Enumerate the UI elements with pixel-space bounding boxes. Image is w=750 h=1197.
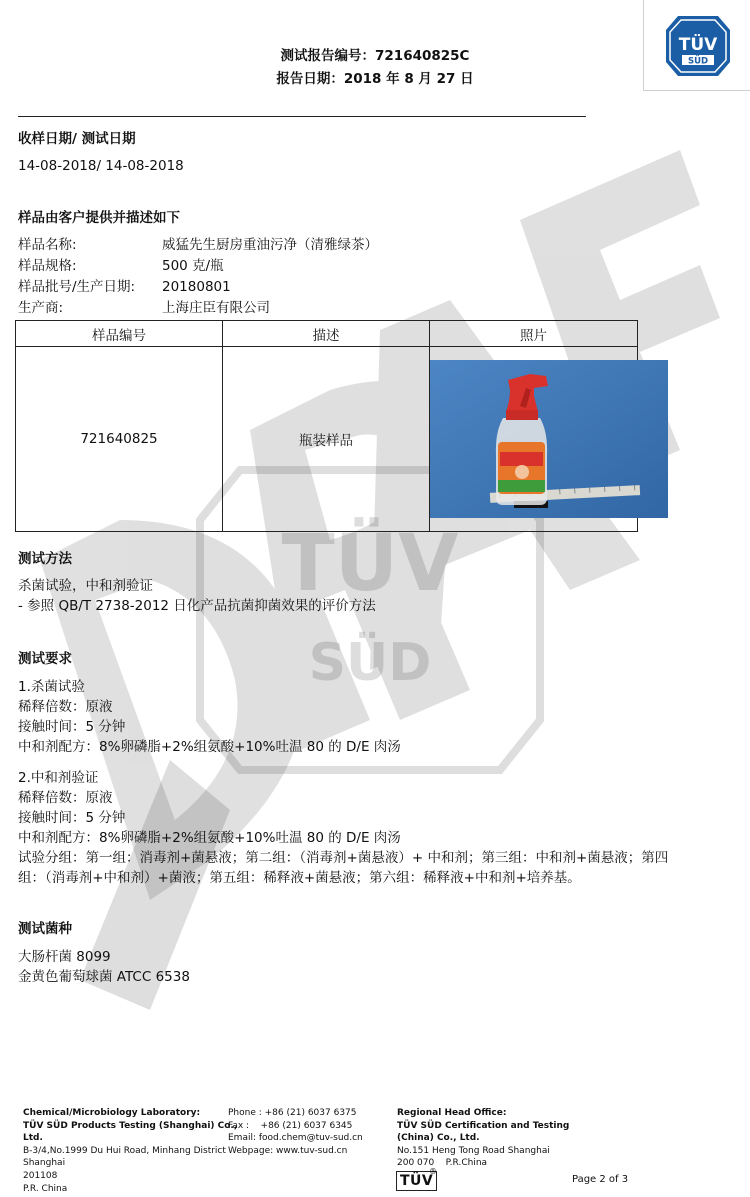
footer-office-line: TÜV SÜD Certification and Testing <box>397 1120 570 1131</box>
footer-head-office <box>397 1107 569 1170</box>
req2-line: 2.中和剂验证 <box>18 770 99 786</box>
requirements-group-1 <box>18 677 401 757</box>
receipt-heading: 收样日期/ 测试日期 <box>18 131 136 147</box>
sample-batch-value: 20180801 <box>162 279 231 295</box>
sample-name-label: 样品名称: <box>18 237 77 253</box>
receipt-value: 14-08-2018/ 14-08-2018 <box>18 158 184 174</box>
sample-name-value: 威猛先生厨房重油污净（清雅绿茶） <box>162 237 378 253</box>
manufacturer-value: 上海庄臣有限公司 <box>162 300 270 316</box>
method-line-2: - 参照 QB/T 2738-2012 日化产品抗菌抑菌效果的评价方法 <box>18 598 376 614</box>
col-description: 描述 <box>223 321 430 347</box>
footer-lab-line: P.R. China <box>23 1183 68 1194</box>
sample-info-heading: 样品由客户提供并描述如下 <box>18 210 180 226</box>
req1-line: 接触时间：5 分钟 <box>18 719 126 735</box>
requirements-heading: 测试要求 <box>18 651 72 667</box>
strain-line-2: 金黄色葡萄球菌 ATCC 6538 <box>18 969 190 985</box>
registered-icon: ® <box>429 1167 437 1176</box>
footer-webpage[interactable]: Webpage: www.tuv-sud.cn <box>228 1145 348 1156</box>
manufacturer-label: 生产商: <box>18 300 64 316</box>
col-photo: 照片 <box>430 321 638 347</box>
req1-line: 中和剂配方：8%卵磷脂+2%组氨酸+10%吐温 80 的 D/E 肉汤 <box>18 739 401 755</box>
footer-lab-line: Shanghai <box>23 1158 66 1169</box>
req2-line: 中和剂配方：8%卵磷脂+2%组氨酸+10%吐温 80 的 D/E 肉汤 <box>18 830 401 846</box>
footer-tuv-mark <box>396 1167 442 1192</box>
req2-line: 稀释倍数：原液 <box>18 790 113 806</box>
logo-tuv-text: TÜV <box>678 35 718 55</box>
footer-contact <box>228 1107 363 1157</box>
table-header-row <box>16 321 638 347</box>
svg-text:SÜD: SÜD <box>308 633 432 693</box>
method-heading: 测试方法 <box>18 551 72 567</box>
footer-office-line: 200 070 P.R.China <box>397 1158 488 1169</box>
req2-line: 组：（消毒剂+中和剂）+菌液；第五组：稀释液+菌悬液；第六组：稀释液+中和剂+培养基。 <box>18 870 581 886</box>
footer-lab-line: TÜV SÜD Products Testing (Shanghai) Co., <box>23 1120 238 1131</box>
report-number: 测试报告编号：721640825C <box>280 48 470 64</box>
sample-table <box>15 320 638 532</box>
sample-spec-label: 样品规格: <box>18 258 77 274</box>
sample-spec-value: 500 克/瓶 <box>162 258 224 274</box>
report-date: 报告日期：2018 年 8 月 27 日 <box>276 71 474 87</box>
table-row <box>16 347 638 532</box>
strains-heading: 测试菌种 <box>18 921 72 937</box>
footer-tuv-text: TÜV <box>396 1171 437 1191</box>
req2-line: 试验分组：第一组：消毒剂+菌悬液；第二组：（消毒剂+菌悬液）+ 中和剂；第三组：中和剂+菌悬液；第四 <box>18 850 669 866</box>
footer-email[interactable]: Email: food.chem@tuv-sud.cn <box>228 1133 363 1144</box>
footer-lab-line: B-3/4,No.1999 Du Hui Road, Minhang District <box>23 1145 226 1156</box>
footer-office-line: No.151 Heng Tong Road Shanghai <box>397 1145 550 1156</box>
product-photo <box>430 360 668 518</box>
requirements-group-2 <box>18 768 668 888</box>
header-rule <box>18 116 586 117</box>
col-sample-no: 样品编号 <box>16 321 223 347</box>
footer-lab-line: Ltd. <box>23 1133 43 1144</box>
footer-fax: Fax : +86 (21) 6037 6345 <box>228 1120 353 1131</box>
cell-description: 瓶装样品 <box>223 347 430 532</box>
page-number: Page 2 of 3 <box>572 1174 629 1185</box>
footer-phone: Phone : +86 (21) 6037 6375 <box>228 1108 357 1118</box>
req2-line: 接触时间：5 分钟 <box>18 810 126 826</box>
footer-lab-line: 201108 <box>23 1170 58 1181</box>
footer-lab-line: Chemical/Microbiology Laboratory: <box>23 1108 201 1118</box>
sample-batch-label: 样品批号/生产日期: <box>18 279 136 295</box>
cell-photo <box>430 347 638 532</box>
footer-office-line: (China) Co., Ltd. <box>397 1133 480 1144</box>
req1-line: 1.杀菌试验 <box>18 679 85 695</box>
strain-line-1: 大肠杆菌 8099 <box>18 949 111 965</box>
method-line-1: 杀菌试验，中和剂验证 <box>18 578 153 594</box>
footer-office-line: Regional Head Office: <box>397 1108 507 1118</box>
req1-line: 稀释倍数：原液 <box>18 699 113 715</box>
svg-text:TÜV: TÜV <box>281 519 459 609</box>
logo-sud-text: SÜD <box>687 56 709 67</box>
cell-sample-no: 721640825 <box>16 347 223 532</box>
footer-lab <box>23 1107 237 1195</box>
